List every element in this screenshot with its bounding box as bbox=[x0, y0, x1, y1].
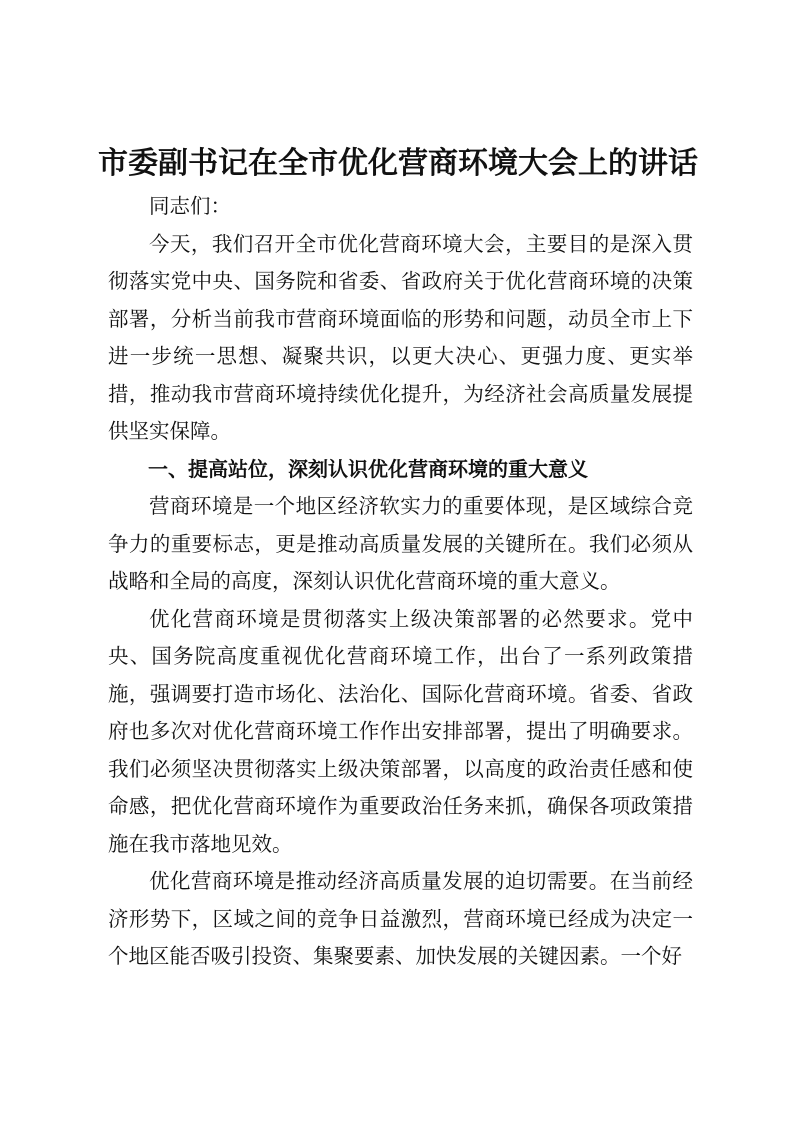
section-heading: 一、提高站位，深刻认识优化营商环境的重大意义 bbox=[148, 456, 588, 481]
document-body bbox=[108, 188, 693, 976]
document-title: 市委副书记在全市优化营商环境大会上的讲话 bbox=[98, 146, 698, 181]
section-paragraph-2: 优化营商环境是贯彻落实上级决策部署的必然要求。党中央、国务院高度重视优化营商环境工作，出台了一系列政策措施，强调要打造市场化、法治化、国际化营商环境。省委、省政府也多次对优化营商环境工作作出安排部署，提出了明确要求。我们必须坚决贯彻落实上级决策部署，以高度的政治责任感和使命感，把优化营商环境作为重要政治任务来抓，确保各项政策措施在我市落地见效。 bbox=[108, 606, 693, 856]
section-paragraph-3: 优化营商环境是推动经济高质量发展的迫切需要。在当前经济形势下，区域之间的竞争日益激烈，营商环境已经成为决定一个地区能否吸引投资、集聚要素、加快发展的关键因素。一个好 bbox=[108, 869, 693, 968]
section-paragraph-1: 营商环境是一个地区经济软实力的重要体现，是区域综合竞争力的重要标志，更是推动高质量发展的关键所在。我们必须从战略和全局的高度，深刻认识优化营商环境的重大意义。 bbox=[108, 494, 693, 593]
intro-paragraph: 今天，我们召开全市优化营商环境大会，主要目的是深入贯彻落实党中央、国务院和省委、省政府关于优化营商环境的决策部署，分析当前我市营商环境面临的形势和问题，动员全市上下进一步统一思想、凝聚共识，以更大决心、更强力度、更实举措，推动我市营商环境持续优化提升，为经济社会高质量发展提供坚实保障。 bbox=[108, 231, 693, 443]
salutation: 同志们： bbox=[149, 194, 231, 218]
